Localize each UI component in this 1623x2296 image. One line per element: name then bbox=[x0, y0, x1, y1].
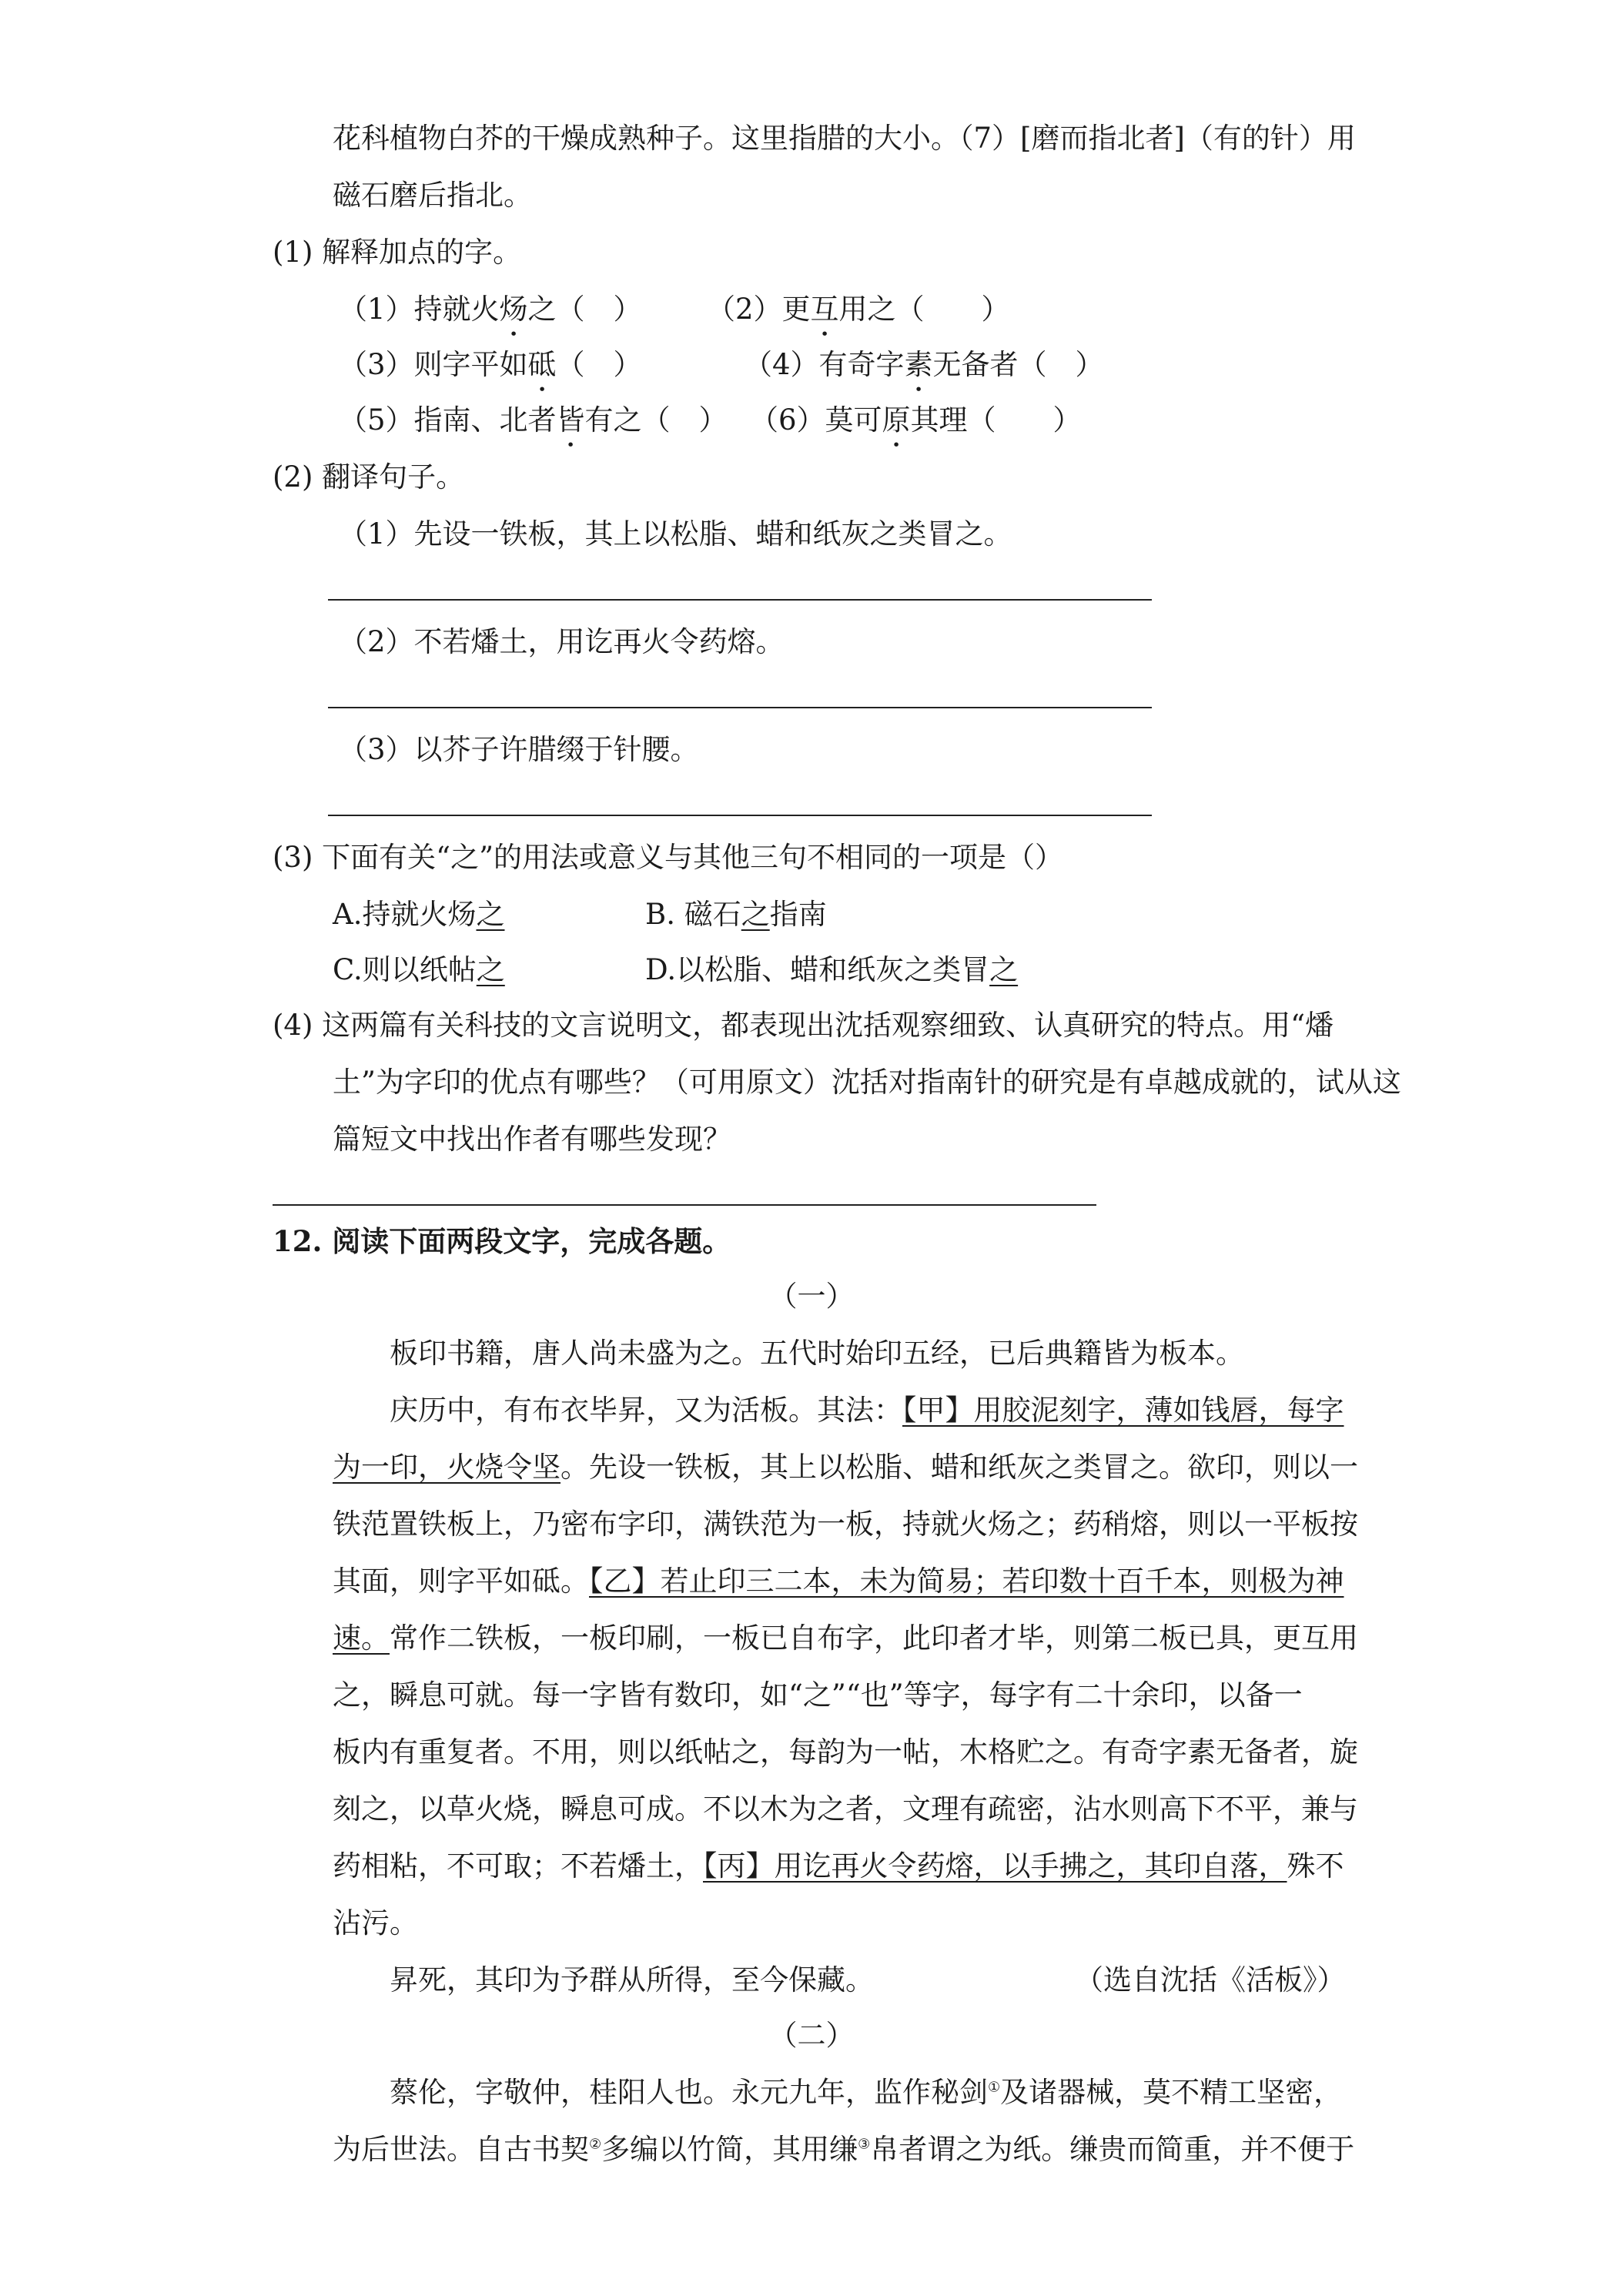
part-2-label: (2) 翻译句子。 bbox=[273, 460, 465, 494]
option-b: B. 磁石之指南 bbox=[645, 898, 827, 931]
item-1-5: （5）指南、北者皆有之（ ） bbox=[339, 403, 728, 437]
underlined-char: 之 bbox=[476, 898, 505, 931]
passage-1-line-6: 之，瞬息可就。每一字皆有数印，如“之”“也”等字，每字有二十余印，以备一 bbox=[333, 1678, 1303, 1712]
dotted-char: 砥 bbox=[527, 348, 557, 381]
option-c: C.则以纸帖之 bbox=[333, 953, 505, 986]
item-1-1: （1）持就火炀之（ ） bbox=[339, 293, 642, 326]
underlined-sentence-a: 【甲】用胶泥刻字，薄如钱唇，每字 bbox=[902, 1394, 1344, 1427]
passage-1-para-1: 板印书籍，唐人尚未盛为之。五代时始印五经，已后典籍皆为板本。 bbox=[390, 1337, 1244, 1370]
answer-line bbox=[328, 707, 1152, 708]
underlined-sentence-b: 【乙】若止印三二本，未为简易；若印数十百千本，则极为神 bbox=[589, 1565, 1344, 1598]
dotted-char: 皆 bbox=[556, 403, 585, 437]
part-4-line-1: (4) 这两篇有关科技的文言说明文，都表现出沈括观察细致、认真研究的特点。用“燔 bbox=[273, 1009, 1334, 1042]
underlined-sentence-b-end: 速。 bbox=[333, 1622, 390, 1655]
translate-sentence-2: （2）不若燔土，用讫再火令药熔。 bbox=[339, 625, 785, 658]
passage-1-line-5: 速。常作二铁板，一板印刷，一板已自布字，此印者才毕，则第二板已具，更互用 bbox=[333, 1622, 1358, 1655]
footnote-marker: ③ bbox=[858, 2136, 871, 2153]
dotted-char: 炀 bbox=[499, 293, 528, 326]
part-3-label: (3) 下面有关“之”的用法或意义与其他三句不相同的一项是（） bbox=[273, 841, 1064, 874]
underlined-char: 之 bbox=[741, 898, 770, 931]
passage-1-line-8: 刻之，以草火烧，瞬息可成。不以木为之者，文理有疏密，沾水则高下不平，兼与 bbox=[333, 1792, 1358, 1826]
item-1-6: （6）莫可原其理（ ） bbox=[750, 403, 1082, 437]
answer-line bbox=[328, 815, 1152, 816]
item-1-2: （2）更互用之（ ） bbox=[707, 293, 1010, 326]
dotted-char: 素 bbox=[904, 348, 933, 381]
passage-1-line-7: 板内有重复者。不用，则以纸帖之，每韵为一帖，木格贮之。有奇字素无备者，旋 bbox=[333, 1735, 1358, 1769]
answer-line bbox=[328, 599, 1152, 601]
part-4-line-3: 篇短文中找出作者有哪些发现？ bbox=[333, 1123, 731, 1156]
passage-1-source: （选自沈括《活板》） bbox=[1075, 1963, 1346, 1996]
dotted-char: 互 bbox=[810, 293, 839, 326]
passage-1-line-1: 庆历中，有布衣毕昇，又为活板。其法：【甲】用胶泥刻字，薄如钱唇，每字 bbox=[390, 1394, 1344, 1427]
answer-line bbox=[273, 1204, 1096, 1206]
item-1-3: （3）则字平如砥（ ） bbox=[339, 348, 642, 381]
dotted-char: 原 bbox=[882, 403, 911, 437]
passage-1-line-4: 其面，则字平如砥。【乙】若止印三二本，未为简易；若印数十百千本，则极为神 bbox=[333, 1565, 1344, 1598]
passage-1-line-10: 沾污。 bbox=[333, 1906, 418, 1940]
passage-1-line-9: 药相粘，不可取；不若燔土，【丙】用讫再火令药熔，以手拂之，其印自落，殊不 bbox=[333, 1849, 1344, 1883]
underlined-sentence-c: 【丙】用讫再火令药熔，以手拂之，其印自落， bbox=[703, 1849, 1287, 1883]
translate-sentence-1: （1）先设一铁板，其上以松脂、蜡和纸灰之类冒之。 bbox=[339, 517, 1012, 551]
underlined-sentence-a-end: 为一印，火烧令坚 bbox=[333, 1451, 561, 1484]
note-continuation-line-2: 磁石磨后指北。 bbox=[333, 179, 532, 212]
section-1-heading: （一） bbox=[768, 1280, 855, 1313]
underlined-char: 之 bbox=[989, 953, 1019, 986]
passage-1-para-3: 昇死，其印为予群从所得，至今保藏。 bbox=[390, 1963, 874, 1996]
footnote-marker: ① bbox=[988, 2079, 1001, 2096]
question-12-title: 12. 阅读下面两段文字，完成各题。 bbox=[273, 1224, 731, 1258]
footnote-marker: ② bbox=[589, 2136, 602, 2153]
section-2-heading: （二） bbox=[768, 2019, 855, 2052]
underlined-char: 之 bbox=[476, 953, 505, 986]
passage-2-line-2: 为后世法。自古书契②多编以竹简，其用缣③帛者谓之为纸。缣贵而简重，并不便于 bbox=[333, 2133, 1355, 2166]
part-1-label: (1) 解释加点的字。 bbox=[273, 236, 522, 269]
passage-1-line-2: 为一印，火烧令坚。先设一铁板，其上以松脂、蜡和纸灰之类冒之。欲印，则以一 bbox=[333, 1451, 1358, 1484]
option-d: D.以松脂、蜡和纸灰之类冒之 bbox=[645, 953, 1019, 986]
passage-2-line-1: 蔡伦，字敬仲，桂阳人也。永元九年，监作秘剑①及诸器械，莫不精工坚密， bbox=[390, 2076, 1343, 2109]
note-continuation-line-1: 花科植物白芥的干燥成熟种子。这里指腊的大小。（7）[磨而指北者]（有的针）用 bbox=[333, 122, 1356, 155]
item-1-4: （4）有奇字素无备者（ ） bbox=[744, 348, 1104, 381]
option-a: A.持就火炀之 bbox=[333, 898, 505, 931]
passage-1-line-3: 铁范置铁板上，乃密布字印，满铁范为一板，持就火炀之；药稍熔，则以一平板按 bbox=[333, 1508, 1358, 1541]
part-4-line-2: 土”为字印的优点有哪些？（可用原文）沈括对指南针的研究是有卓越成就的，试从这 bbox=[333, 1066, 1401, 1099]
translate-sentence-3: （3）以芥子许腊缀于针腰。 bbox=[339, 733, 699, 766]
